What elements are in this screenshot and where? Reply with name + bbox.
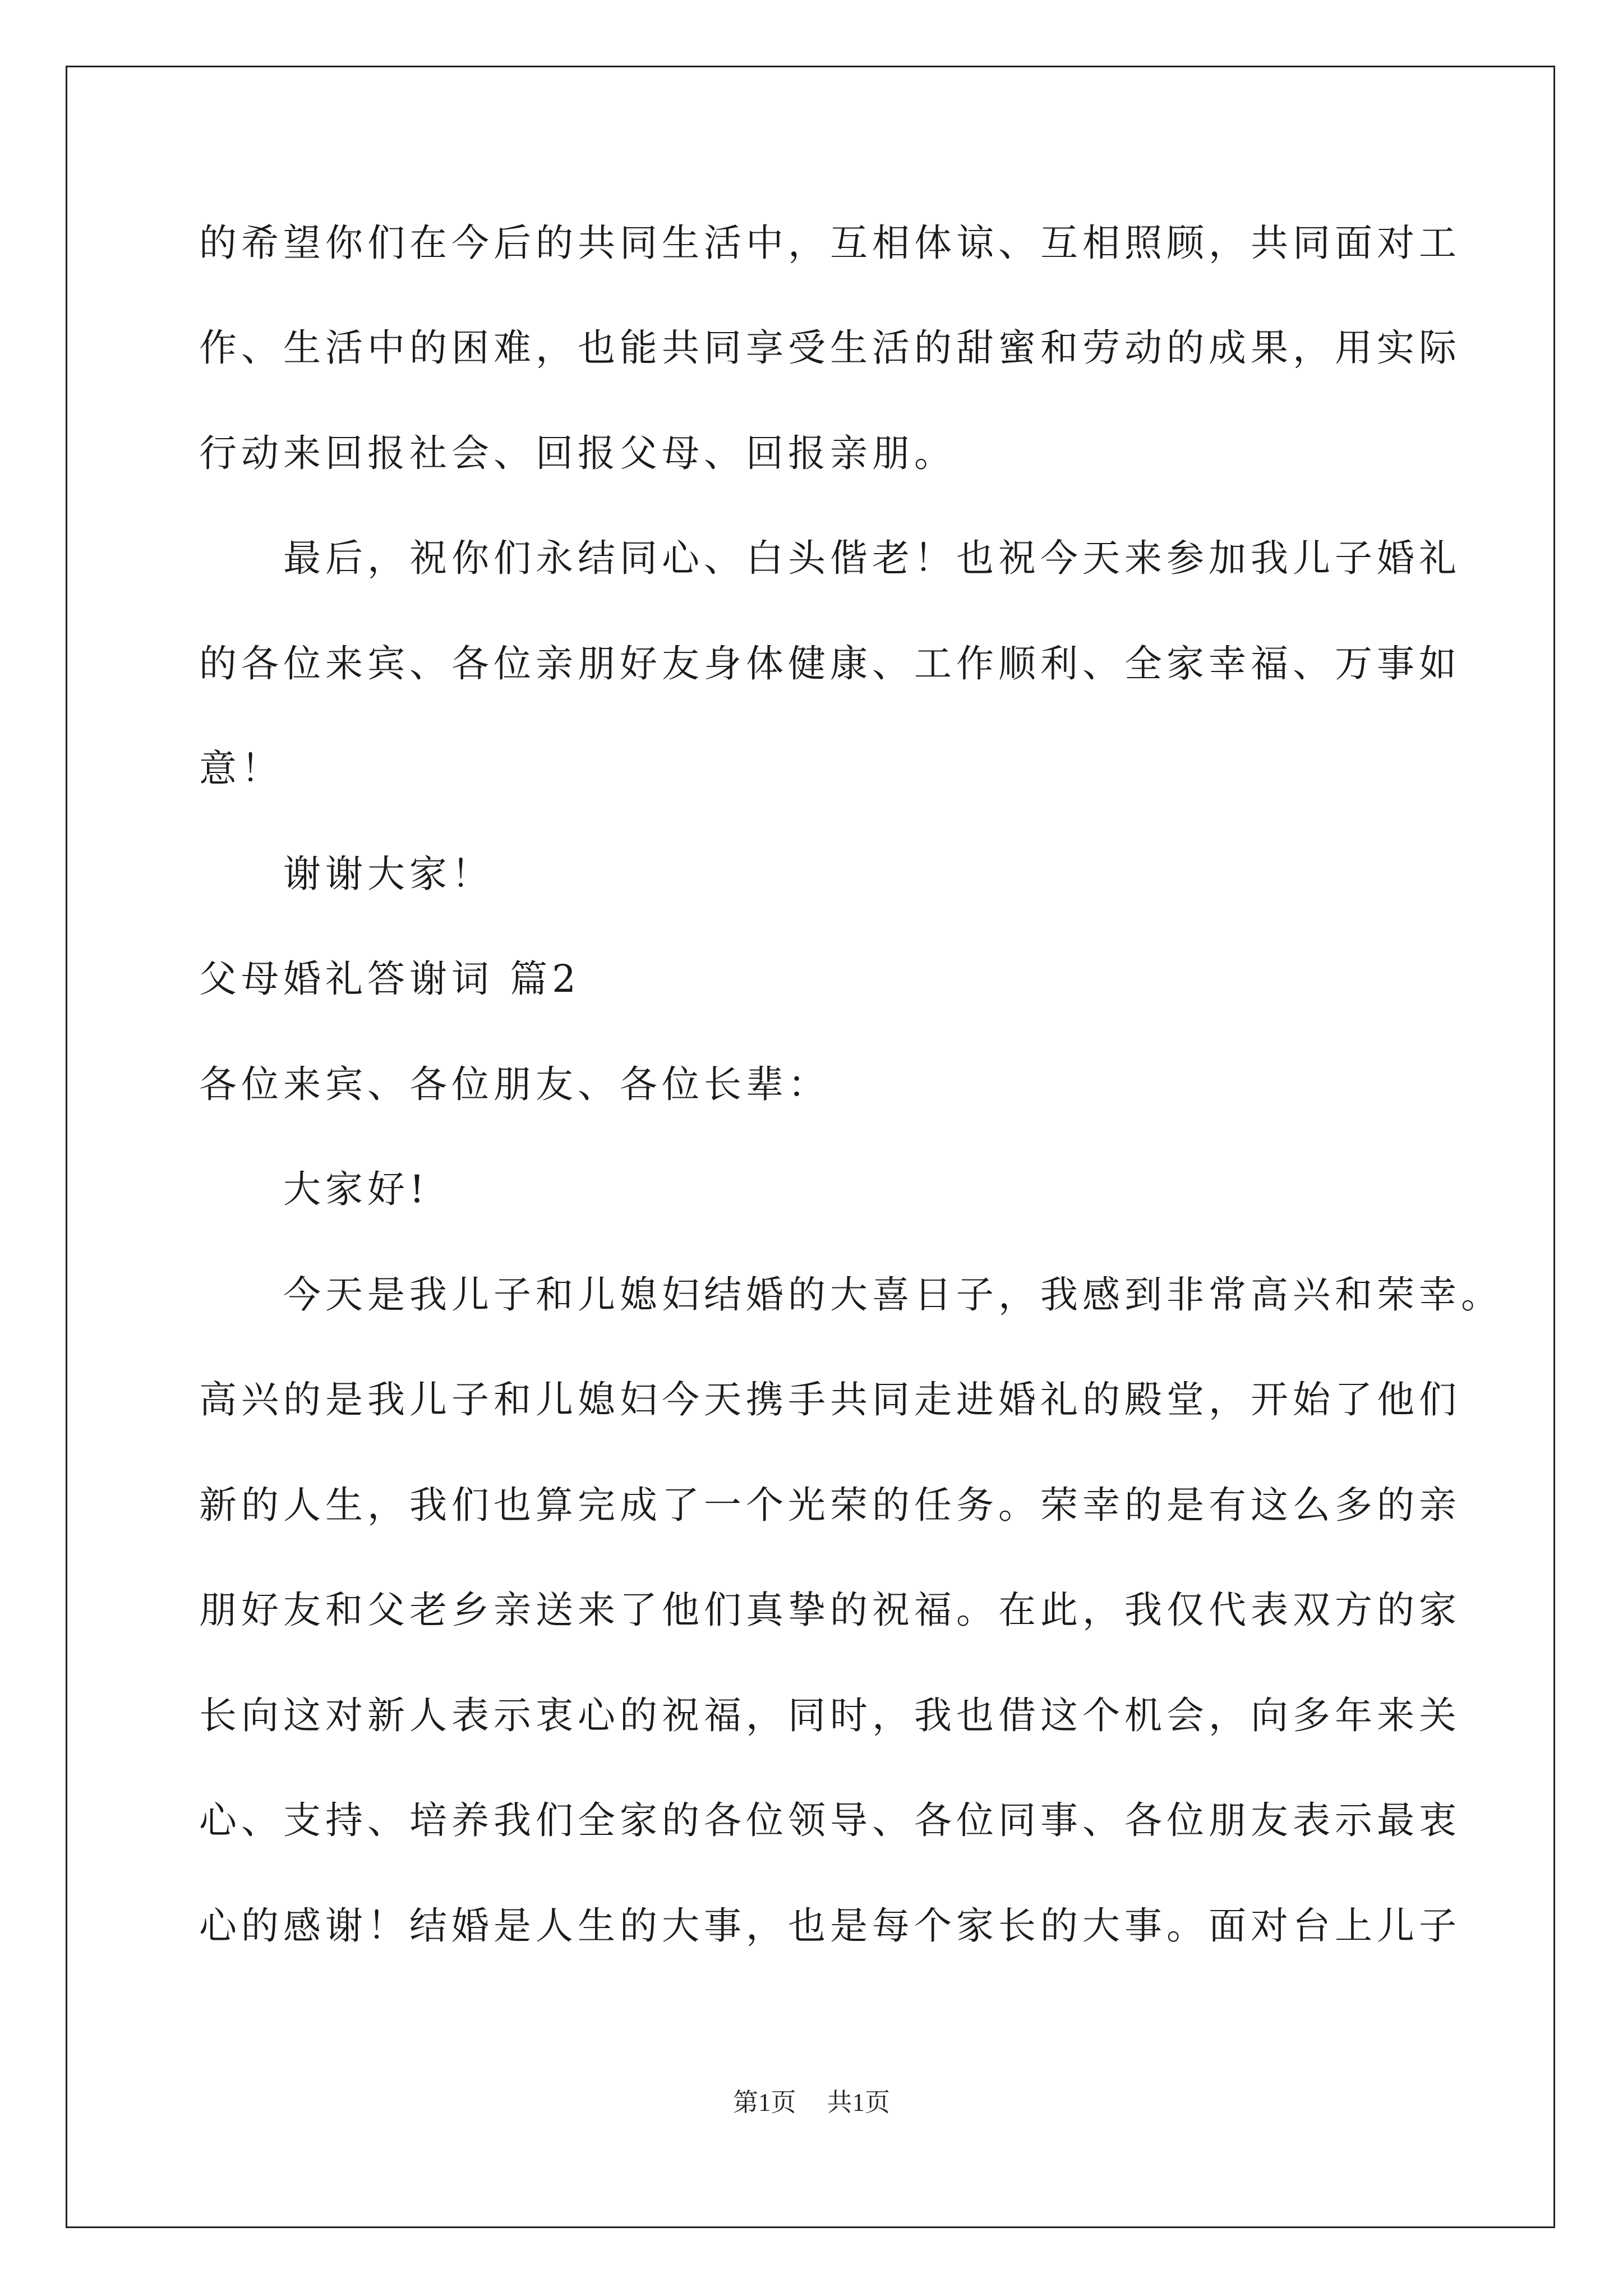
text-line: 大家好!: [283, 1167, 429, 1211]
text-line: 意！: [199, 747, 283, 790]
text-line: 行动来回报社会、回报父母、回报亲朋。: [199, 431, 956, 475]
text-line: 心、支持、培养我们全家的各位领导、各位同事、各位朋友表示最衷: [199, 1798, 1461, 1842]
page-footer: [0, 2086, 1623, 2119]
text-line: 高兴的是我儿子和儿媳妇今天携手共同走进婚礼的殿堂，开始了他们: [199, 1378, 1461, 1421]
text-line: 朋好友和父老乡亲送来了他们真挚的祝福。在此，我仅代表双方的家: [199, 1588, 1461, 1632]
text-line: 谢谢大家！: [283, 852, 494, 896]
text-line: 最后，祝你们永结同心、白头偕老！也祝今天来参加我儿子婚礼: [283, 536, 1461, 580]
text-line: 长向这对新人表示衷心的祝福，同时，我也借这个机会，向多年来关: [199, 1694, 1461, 1737]
text-line: 今天是我儿子和儿媳妇结婚的大喜日子，我感到非常高兴和荣幸。: [283, 1273, 1503, 1317]
text-line: 新的人生，我们也算完成了一个光荣的任务。荣幸的是有这么多的亲: [199, 1483, 1461, 1527]
salutation: 各位来宾、各位朋友、各位长辈：: [199, 1062, 830, 1106]
text-line: 的各位来宾、各位亲朋好友身体健康、工作顺利、全家幸福、万事如: [199, 642, 1461, 685]
text-line: 心的感谢！结婚是人生的大事，也是每个家长的大事。面对台上儿子: [199, 1904, 1461, 1948]
text-line: 作、生活中的困难，也能共同享受生活的甜蜜和劳动的成果，用实际: [199, 326, 1461, 370]
text-line: 的希望你们在今后的共同生活中，互相体谅、互相照顾，共同面对工: [199, 221, 1461, 265]
page-number: 第1页: [732, 2088, 796, 2116]
page-count: 共1页: [827, 2088, 891, 2116]
section-heading: 父母婚礼答谢词 篇2: [199, 957, 580, 1001]
